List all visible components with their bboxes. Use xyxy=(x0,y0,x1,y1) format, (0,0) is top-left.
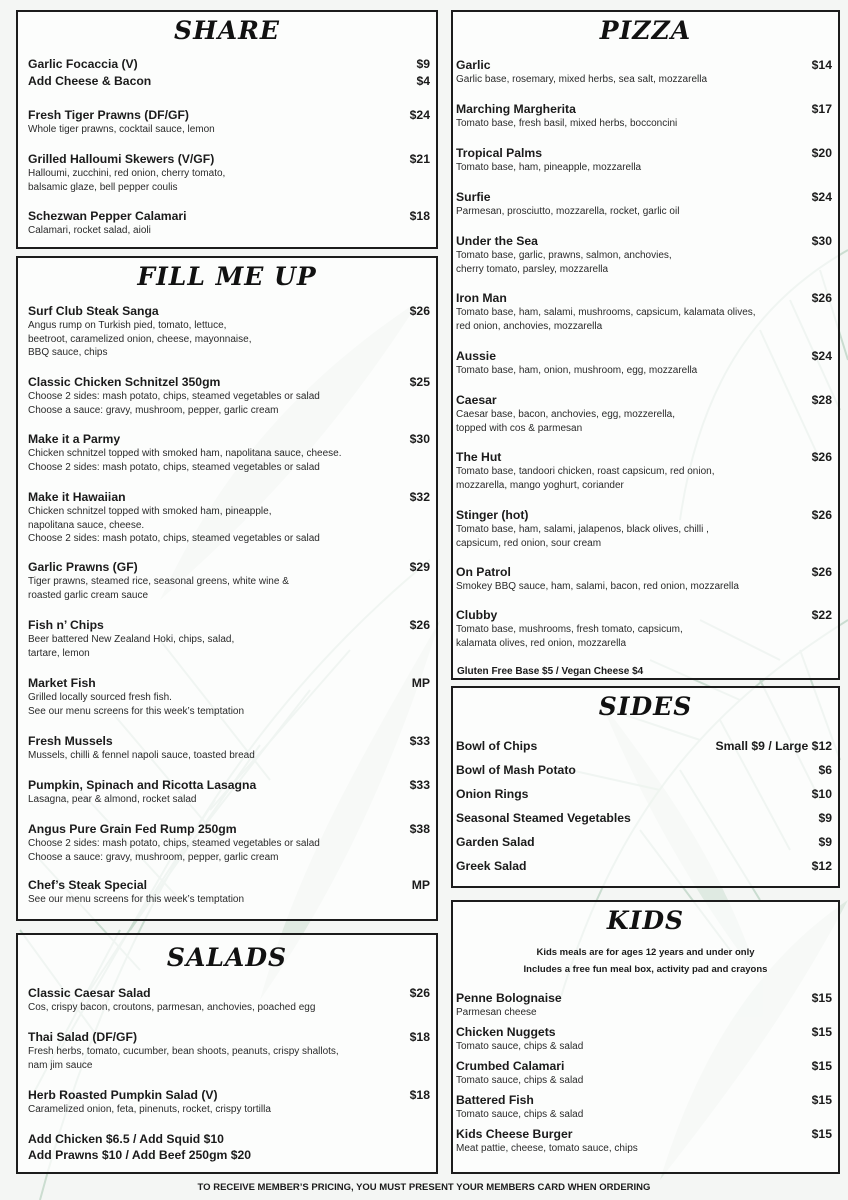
item-name: Garden Salad xyxy=(456,835,535,849)
item-description: Caesar base, bacon, anchovies, egg, mozzerella, xyxy=(456,409,676,420)
item-name: Make it a Parmy xyxy=(28,432,121,446)
main-item xyxy=(28,822,430,864)
kids-section xyxy=(451,900,840,1174)
item-price: MP xyxy=(411,878,430,892)
pizza-item xyxy=(456,565,832,594)
item-name: Greek Salad xyxy=(456,859,527,873)
item-description: balsamic glaze, bell pepper coulis xyxy=(28,181,178,193)
item-name: Chicken Nuggets xyxy=(456,1025,556,1039)
fill-me-up-title: FILL ME UP xyxy=(137,262,317,291)
fill-me-up-section xyxy=(16,256,438,921)
item-price: $33 xyxy=(409,778,430,792)
item-description: Tomato base, fresh basil, mixed herbs, bocconcini xyxy=(456,118,678,129)
item-name: Angus Pure Grain Fed Rump 250gm xyxy=(28,822,237,836)
share-item xyxy=(28,209,430,238)
kids-item xyxy=(456,991,832,1020)
item-name: Marching Margherita xyxy=(456,102,576,116)
item-price: $20 xyxy=(811,146,832,160)
item-name: Aussie xyxy=(456,349,496,363)
side-item xyxy=(456,763,832,778)
main-item xyxy=(28,778,430,807)
item-name: Iron Man xyxy=(456,291,507,305)
item-description: Garlic base, rosemary, mixed herbs, sea salt, mozzarella xyxy=(456,74,708,85)
item-price: $15 xyxy=(811,1025,832,1039)
item-name: Fresh Tiger Prawns (DF/GF) xyxy=(28,108,189,122)
item-description: Meat pattie, cheese, tomato sauce, chips xyxy=(456,1143,638,1154)
item-price: $12 xyxy=(811,859,832,873)
salad-item xyxy=(28,986,430,1015)
item-price: $9 xyxy=(818,811,832,825)
kids-note-age: Kids meals are for ages 12 years and under only xyxy=(536,947,755,958)
item-description: capsicum, red onion, sour cream xyxy=(456,537,602,549)
item-price: $24 xyxy=(811,349,832,363)
item-price: $26 xyxy=(811,450,832,464)
item-description: Choose a sauce: gravy, mushroom, pepper, garlic cream xyxy=(28,851,279,863)
item-name: On Patrol xyxy=(456,565,511,579)
main-item xyxy=(28,432,430,474)
sides-title: SIDES xyxy=(598,692,693,721)
item-name: Bowl of Mash Potato xyxy=(456,763,576,777)
item-description: Whole tiger prawns, cocktail sauce, lemon xyxy=(28,124,215,135)
item-price: $28 xyxy=(811,393,832,407)
item-description: Choose a sauce: gravy, mushroom, pepper, garlic cream xyxy=(28,404,279,416)
item-name: Garlic Prawns (GF) xyxy=(28,560,138,574)
item-price: $33 xyxy=(409,734,430,748)
item-price: $22 xyxy=(811,608,832,622)
item-price: $18 xyxy=(409,1030,430,1044)
item-description: beetroot, caramelized onion, cheese, mayonnaise, xyxy=(28,333,252,345)
item-price: $4 xyxy=(416,74,430,88)
item-description: Tomato base, ham, salami, mushrooms, capsicum, kalamata olives, xyxy=(456,307,756,318)
share-section xyxy=(16,10,438,249)
item-name: Seasonal Steamed Vegetables xyxy=(456,811,631,825)
kids-item xyxy=(456,1127,832,1156)
item-price: $29 xyxy=(409,560,430,574)
item-description: Tiger prawns, steamed rice, seasonal greens, white wine & xyxy=(28,576,289,587)
item-name: Classic Chicken Schnitzel 350gm xyxy=(28,375,221,389)
item-description: See our menu screens for this week’s temptation xyxy=(28,705,245,717)
item-name: Pumpkin, Spinach and Ricotta Lasagna xyxy=(28,778,257,792)
salad-item xyxy=(28,1030,430,1072)
salad-item xyxy=(28,1088,430,1117)
item-price: $24 xyxy=(811,190,832,204)
item-price: $9 xyxy=(416,57,430,71)
item-name: Crumbed Calamari xyxy=(456,1059,565,1073)
kids-note-box: Includes a free fun meal box, activity pad and crayons xyxy=(523,964,768,975)
item-name: Make it Hawaiian xyxy=(28,490,126,504)
item-price: $15 xyxy=(811,1127,832,1141)
item-description: cherry tomato, parsley, mozzarella xyxy=(456,263,609,275)
item-name: Grilled Halloumi Skewers (V/GF) xyxy=(28,152,215,166)
item-description: Caramelized onion, feta, pinenuts, rocket, crispy tortilla xyxy=(28,1104,271,1115)
item-name: Onion Rings xyxy=(456,787,529,801)
item-price: $30 xyxy=(811,234,832,248)
side-item xyxy=(456,787,832,802)
main-item xyxy=(28,878,430,907)
item-price: $25 xyxy=(409,375,430,389)
kids-item xyxy=(456,1093,832,1122)
pizza-item xyxy=(456,393,832,435)
item-price: $15 xyxy=(811,1059,832,1073)
item-price: $26 xyxy=(811,291,832,305)
share-item xyxy=(28,152,430,194)
item-description: Tomato sauce, chips & salad xyxy=(456,1109,584,1120)
item-price: $18 xyxy=(409,209,430,223)
item-price: $15 xyxy=(811,1093,832,1107)
pizza-item xyxy=(456,450,832,492)
item-description: Chicken schnitzel topped with smoked ham, pineapple, xyxy=(28,506,272,517)
item-description: tartare, lemon xyxy=(28,647,90,659)
item-description: Choose 2 sides: mash potato, chips, steamed vegetables or salad xyxy=(28,838,320,849)
item-price: $30 xyxy=(409,432,430,446)
pizza-item xyxy=(456,508,832,550)
item-description: mozzarella, mango yoghurt, coriander xyxy=(456,479,624,491)
item-name: Fresh Mussels xyxy=(28,734,113,748)
item-price: $9 xyxy=(818,835,832,849)
member-pricing-footer: TO RECEIVE MEMBER’S PRICING, YOU MUST PRESENT YOUR MEMBERS CARD WHEN ORDERING xyxy=(197,1182,651,1193)
main-item xyxy=(28,676,430,718)
main-item xyxy=(28,560,430,602)
side-item xyxy=(456,811,832,826)
kids-title: KIDS xyxy=(606,906,685,935)
item-description: topped with cos & parmesan xyxy=(456,422,583,434)
item-name: Bowl of Chips xyxy=(456,739,538,753)
item-description: Parmesan, prosciutto, mozzarella, rocket, garlic oil xyxy=(456,206,680,217)
item-name: Chef’s Steak Special xyxy=(28,878,147,892)
pizza-item xyxy=(456,190,832,219)
salads-title: SALADS xyxy=(166,943,288,972)
item-price: MP xyxy=(411,676,430,690)
pizza-item xyxy=(456,58,832,87)
item-description: BBQ sauce, chips xyxy=(28,347,108,358)
item-description: napolitana sauce, cheese. xyxy=(28,519,145,531)
item-price: $21 xyxy=(409,152,430,166)
side-item xyxy=(456,739,832,754)
item-name: Schezwan Pepper Calamari xyxy=(28,209,187,223)
item-name: Garlic xyxy=(456,58,491,72)
item-description: Choose 2 sides: mash potato, chips, steamed vegetables or salad xyxy=(28,533,320,544)
item-price: $17 xyxy=(811,102,832,116)
item-name: The Hut xyxy=(456,450,502,464)
item-description: Fresh herbs, tomato, cucumber, bean shoots, peanuts, crispy shallots, xyxy=(28,1046,339,1057)
item-name: Classic Caesar Salad xyxy=(28,986,151,1000)
item-description: Mussels, chilli & fennel napoli sauce, toasted bread xyxy=(28,750,255,761)
pizza-item xyxy=(456,102,832,131)
item-name: Market Fish xyxy=(28,676,96,690)
item-description: Beer battered New Zealand Hoki, chips, salad, xyxy=(28,634,235,645)
item-description: kalamata olives, red onion, mozzarella xyxy=(456,637,627,649)
salad-addon-2: Add Prawns $10 / Add Beef 250gm $20 xyxy=(28,1148,252,1162)
item-name: Under the Sea xyxy=(456,234,538,248)
item-price: Small $9 / Large $12 xyxy=(715,739,832,753)
item-name: Herb Roasted Pumpkin Salad (V) xyxy=(28,1088,218,1102)
side-item xyxy=(456,859,832,874)
item-description: Chicken schnitzel topped with smoked ham, napolitana sauce, cheese. xyxy=(28,448,342,459)
item-description: Tomato sauce, chips & salad xyxy=(456,1075,584,1086)
share-item xyxy=(28,108,430,137)
item-description: Calamari, rocket salad, aioli xyxy=(28,225,151,236)
item-description: Tomato base, ham, pineapple, mozzarella xyxy=(456,162,642,173)
item-name: Surf Club Steak Sanga xyxy=(28,304,159,318)
kids-item xyxy=(456,1025,832,1054)
pizza-note: Gluten Free Base $5 / Vegan Cheese $4 xyxy=(457,666,644,677)
item-price: $10 xyxy=(811,787,832,801)
pizza-item xyxy=(456,291,832,333)
item-price: $32 xyxy=(409,490,430,504)
item-price: $26 xyxy=(409,986,430,1000)
item-description: Tomato base, ham, salami, jalapenos, black olives, chilli , xyxy=(456,524,709,535)
pizza-item xyxy=(456,349,832,378)
item-name: Penne Bolognaise xyxy=(456,991,562,1005)
item-description: Halloumi, zucchini, red onion, cherry tomato, xyxy=(28,168,226,179)
item-name: Kids Cheese Burger xyxy=(456,1127,573,1141)
item-description: nam jim sauce xyxy=(28,1059,93,1071)
item-description: roasted garlic cream sauce xyxy=(28,589,149,601)
pizza-title: PIZZA xyxy=(599,16,692,45)
item-name: Stinger (hot) xyxy=(456,508,529,522)
item-price: $26 xyxy=(811,508,832,522)
item-name: Clubby xyxy=(456,608,498,622)
sides-section xyxy=(451,686,840,888)
item-description: Smokey BBQ sauce, ham, salami, bacon, red onion, mozzarella xyxy=(456,581,739,592)
share-title: SHARE xyxy=(174,16,280,45)
main-item xyxy=(28,734,430,763)
item-name: Thai Salad (DF/GF) xyxy=(28,1030,138,1044)
item-price: $15 xyxy=(811,991,832,1005)
item-description: Choose 2 sides: mash potato, chips, steamed vegetables or salad xyxy=(28,391,320,402)
item-description: Choose 2 sides: mash potato, chips, steamed vegetables or salad xyxy=(28,461,320,473)
pizza-item xyxy=(456,234,832,276)
item-description: Tomato base, mushrooms, fresh tomato, capsicum, xyxy=(456,624,683,635)
share-item xyxy=(28,74,430,89)
item-description: Cos, crispy bacon, croutons, parmesan, anchovies, poached egg xyxy=(28,1002,316,1013)
item-description: Tomato base, tandoori chicken, roast capsicum, red onion, xyxy=(456,466,715,477)
item-description: Parmesan cheese xyxy=(456,1007,537,1018)
item-name: Add Cheese & Bacon xyxy=(28,74,152,88)
item-price: $18 xyxy=(409,1088,430,1102)
share-item xyxy=(28,57,430,72)
main-item xyxy=(28,375,430,417)
pizza-section xyxy=(451,10,840,680)
item-description: Tomato sauce, chips & salad xyxy=(456,1041,584,1052)
item-price: $38 xyxy=(409,822,430,836)
pizza-item xyxy=(456,608,832,650)
item-description: See our menu screens for this week’s temptation xyxy=(28,894,245,905)
item-name: Battered Fish xyxy=(456,1093,534,1107)
item-description: Tomato base, garlic, prawns, salmon, anchovies, xyxy=(456,250,672,261)
item-price: $26 xyxy=(811,565,832,579)
item-name: Caesar xyxy=(456,393,497,407)
item-name: Surfie xyxy=(456,190,491,204)
item-description: red onion, anchovies, mozzarella xyxy=(456,320,603,332)
salads-section xyxy=(16,933,438,1174)
main-item xyxy=(28,304,430,360)
item-price: $26 xyxy=(409,618,430,632)
side-item xyxy=(456,835,832,850)
main-item xyxy=(28,618,430,660)
item-name: Tropical Palms xyxy=(456,146,543,160)
item-name: Fish n’ Chips xyxy=(28,618,104,632)
item-description: Lasagna, pear & almond, rocket salad xyxy=(28,794,197,805)
kids-item xyxy=(456,1059,832,1088)
salad-addon-1: Add Chicken $6.5 / Add Squid $10 xyxy=(28,1132,224,1146)
item-price: $24 xyxy=(409,108,430,122)
item-price: $26 xyxy=(409,304,430,318)
main-item xyxy=(28,490,430,546)
item-name: Garlic Focaccia (V) xyxy=(28,57,138,71)
item-price: $14 xyxy=(811,58,832,72)
item-description: Grilled locally sourced fresh fish. xyxy=(28,692,172,703)
pizza-item xyxy=(456,146,832,175)
item-description: Angus rump on Turkish pied, tomato, lettuce, xyxy=(28,320,227,331)
item-description: Tomato base, ham, onion, mushroom, egg, mozzarella xyxy=(456,365,698,376)
item-price: $6 xyxy=(818,763,832,777)
